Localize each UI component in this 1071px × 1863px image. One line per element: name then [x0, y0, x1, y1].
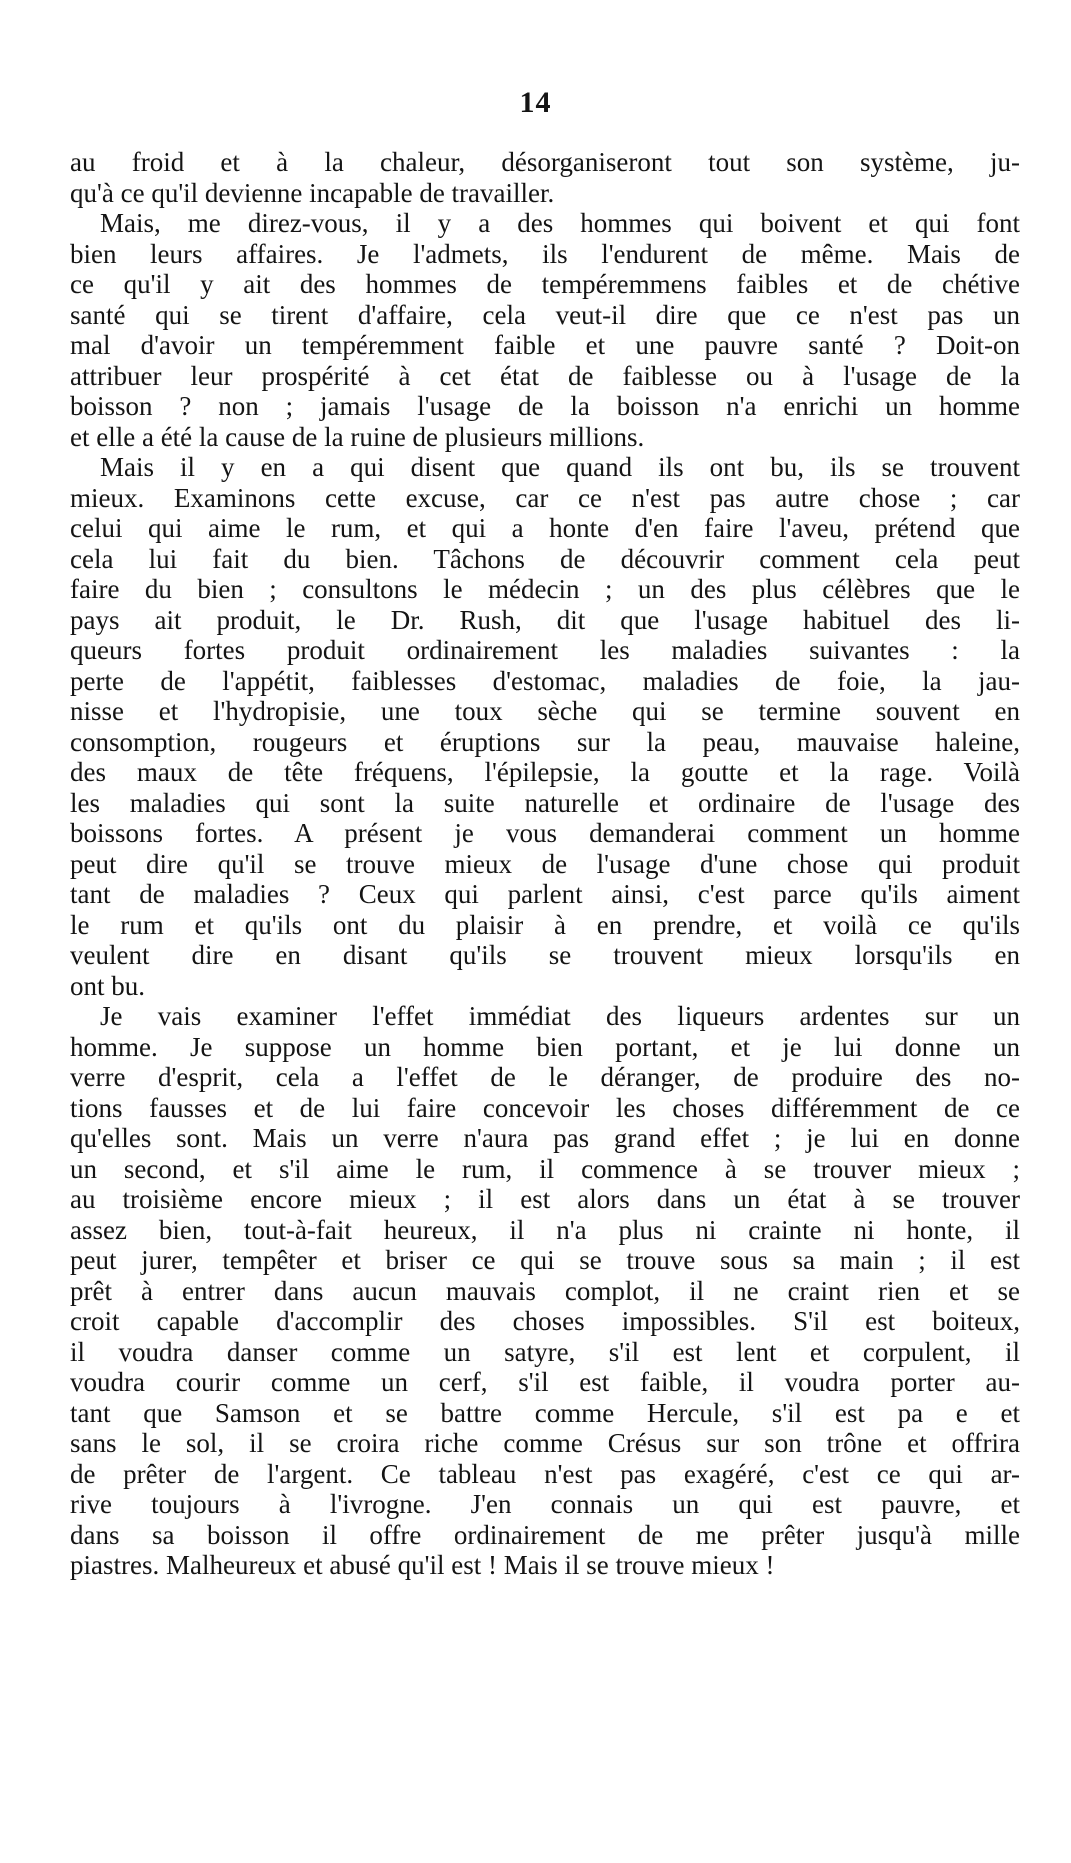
- text-line: dans sa boisson il offre ordinairement de me prêter jusqu'à mille: [70, 1519, 1020, 1550]
- text-line: queurs fortes produit ordinairement les maladies suivantes : la: [70, 635, 1020, 665]
- text-line: des maux de tête fréquens, l'épilepsie, la goutte et la rage. Voilà: [70, 757, 1020, 787]
- page-number: 14: [519, 86, 552, 119]
- text-line: boissons fortes. A présent je vous demanderai comment un homme: [70, 818, 1020, 848]
- text-line: le rum et qu'ils ont du plaisir à en prendre, et voilà ce qu'ils: [70, 909, 1020, 940]
- text-line: consomption, rougeurs et éruptions sur la peau, mauvaise haleine,: [70, 726, 1020, 757]
- text-line: assez bien, tout-à-fait heureux, il n'a plus ni crainte ni honte, il: [70, 1214, 1020, 1245]
- text-line: bien leurs affaires. Je l'admets, ils l'endurent de même. Mais de: [70, 238, 1020, 269]
- text-line: veulent dire en disant qu'ils se trouvent mieux lorsqu'ils en: [70, 940, 1020, 970]
- text-line: verre d'esprit, cela a l'effet de le déranger, de produire des no-: [70, 1062, 1020, 1092]
- text-line: santé qui se tirent d'affaire, cela veut-il dire que ce n'est pas un: [70, 299, 1020, 330]
- text-line: Mais il y en a qui disent que quand ils ont bu, ils se trouvent: [100, 452, 1020, 482]
- text-line: faire du bien ; consultons le médecin ; un des plus célèbres que le: [70, 574, 1020, 604]
- text-line: piastres. Malheureux et abusé qu'il est ! Mais il se trouve mieux !: [70, 1550, 775, 1580]
- text-line: peut jurer, tempêter et briser ce qui se trouve sous sa main ; il est: [70, 1245, 1020, 1275]
- paragraph: [70, 1001, 1020, 1581]
- body-text: [70, 147, 1020, 1581]
- text-line: un second, et s'il aime le rum, il commence à se trouver mieux ;: [70, 1153, 1020, 1184]
- text-line: homme. Je suppose un homme bien portant, et je lui donne un: [70, 1031, 1020, 1062]
- text-line: tions fausses et de lui faire concevoir les choses différemment de ce: [70, 1092, 1020, 1123]
- text-line: mieux. Examinons cette excuse, car ce n'est pas autre chose ; car: [70, 482, 1020, 513]
- text-line: pays ait produit, le Dr. Rush, dit que l'usage habituel des li-: [70, 604, 1020, 635]
- text-line: tant de maladies ? Ceux qui parlent ainsi, c'est parce qu'ils aiment: [70, 879, 1020, 909]
- paragraph: [70, 452, 1020, 1001]
- text-line: ont bu.: [70, 970, 146, 1001]
- paragraph: [70, 208, 1020, 452]
- text-line: attribuer leur prospérité à cet état de faiblesse ou à l'usage de la: [70, 360, 1020, 391]
- text-line: Mais, me direz-vous, il y a des hommes qui boivent et qui font: [100, 208, 1020, 238]
- text-line: rive toujours à l'ivrogne. J'en connais un qui est pauvre, et: [70, 1489, 1020, 1519]
- text-line: perte de l'appétit, faiblesses d'estomac, maladies de foie, la jau-: [70, 665, 1020, 696]
- paragraph: [70, 147, 1020, 208]
- text-line: celui qui aime le rum, et qui a honte d'en faire l'aveu, prétend que: [70, 513, 1020, 543]
- text-line: de prêter de l'argent. Ce tableau n'est pas exagéré, c'est ce qui ar-: [70, 1458, 1020, 1489]
- text-line: boisson ? non ; jamais l'usage de la boisson n'a enrichi un homme: [70, 391, 1020, 421]
- text-line: sans le sol, il se croira riche comme Crésus sur son trône et offrira: [70, 1428, 1020, 1458]
- text-line: cela lui fait du bien. Tâchons de découvrir comment cela peut: [70, 543, 1020, 574]
- text-line: au troisième encore mieux ; il est alors dans un état à se trouver: [70, 1184, 1020, 1214]
- text-line: voudra courir comme un cerf, s'il est faible, il voudra porter au-: [70, 1367, 1020, 1397]
- text-line: il voudra danser comme un satyre, s'il est lent et corpulent, il: [70, 1336, 1020, 1367]
- text-line: peut dire qu'il se trouve mieux de l'usage d'une chose qui produit: [70, 848, 1020, 879]
- text-line: tant que Samson et se battre comme Hercule, s'il est pa e et: [70, 1397, 1020, 1428]
- text-line: nisse et l'hydropisie, une toux sèche qui se termine souvent en: [70, 696, 1020, 726]
- text-line: et elle a été la cause de la ruine de plusieurs millions.: [70, 421, 645, 452]
- text-line: les maladies qui sont la suite naturelle et ordinaire de l'usage des: [70, 787, 1020, 818]
- text-line: ce qu'il y ait des hommes de tempéremmens faibles et de chétive: [70, 269, 1020, 299]
- text-line: Je vais examiner l'effet immédiat des liqueurs ardentes sur un: [100, 1001, 1020, 1031]
- text-line: croit capable d'accomplir des choses impossibles. S'il est boiteux,: [70, 1306, 1020, 1336]
- text-line: qu'elles sont. Mais un verre n'aura pas grand effet ; je lui en donne: [70, 1123, 1020, 1153]
- text-line: mal d'avoir un tempéremment faible et une pauvre santé ? Doit-on: [70, 330, 1020, 360]
- text-line: prêt à entrer dans aucun mauvais complot, il ne craint rien et se: [70, 1275, 1020, 1306]
- text-line: au froid et à la chaleur, désorganiseront tout son système, ju-: [70, 147, 1020, 177]
- text-line: qu'à ce qu'il devienne incapable de travailler.: [70, 177, 555, 208]
